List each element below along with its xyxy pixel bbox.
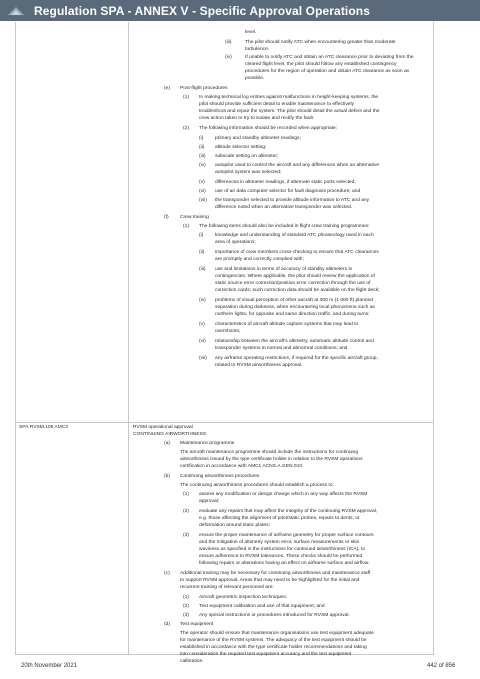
text-line: calibration. xyxy=(180,659,204,664)
text-line: possible. xyxy=(245,76,265,81)
list-marker: (iv) xyxy=(225,55,232,60)
text-line: difference noted when an alternative transponder was selected. xyxy=(215,205,353,210)
text-line: troubleshoot and repair the system. The pilot should detail the actual defect and the xyxy=(199,109,380,114)
document-title: Regulation SPA - ANNEX V - Specific Approval Operations xyxy=(34,3,370,18)
header-bar xyxy=(0,0,480,21)
list-marker: (vi) xyxy=(199,189,206,194)
text-line: static source error correction/position error correction through the use of xyxy=(215,281,371,286)
list-marker: (iv) xyxy=(199,298,206,303)
text-line: evaluate any repairs that may affect the integrity of the continuing RVSM approval, xyxy=(199,509,378,514)
text-line: Maintenance programme xyxy=(180,441,235,446)
list-marker: (v) xyxy=(199,180,205,185)
text-line: relationship between the aircraft's altimetry, automatic altitude control and xyxy=(215,339,374,344)
list-marker: (2) xyxy=(183,604,189,609)
text-line: for maintenance of the RVSM systems. The adequacy of the test equipment should be xyxy=(180,638,367,643)
list-marker: (3) xyxy=(183,533,189,538)
text-line: problems of visual perception of other aircraft at 300 m (1 000 ft) planned xyxy=(215,298,373,303)
text-line: correction cards; such correction data should be available on the flight deck; xyxy=(215,288,380,293)
text-line: pilot should provide sufficient detail to enable maintenance to effectively xyxy=(199,102,355,107)
text-line: to support RVSM approval. Areas that may need to be highlighted for the initial and xyxy=(180,578,360,583)
text-line: any airframe operating restrictions, if required for the specific aircraft group, xyxy=(215,356,378,361)
text-line: Post-flight procedures xyxy=(180,86,228,91)
text-line: The pilot should notify ATC when encountering greater than moderate xyxy=(245,40,396,45)
list-marker: (iv) xyxy=(199,163,206,168)
text-line: altitude selector setting; xyxy=(215,145,267,150)
list-marker: (iii) xyxy=(225,40,232,45)
list-marker: (v) xyxy=(199,322,205,327)
list-marker: (2) xyxy=(183,509,189,514)
text-line: The following information should be recorded when appropriate: xyxy=(199,126,338,131)
row-divider xyxy=(15,422,434,423)
list-marker: (f) xyxy=(164,215,169,220)
text-line: separation during darkness, when encountering local phenomena such as xyxy=(215,305,375,310)
text-line: recurrent training of relevant personnel are: xyxy=(180,585,274,590)
text-line: knowledge and understanding of standard ATC phraseology used in each xyxy=(215,233,374,238)
text-line: crew action taken to try to isolate and rectify the fault. xyxy=(199,116,315,121)
list-marker: (1) xyxy=(183,595,189,600)
text-line: waviness as specified in the instructions for continued airworthiness (ICA), to xyxy=(199,547,366,552)
text-line: established in accordance with the type certificate holder recommendations and taking xyxy=(180,645,367,650)
text-line: primary and standby altimeter readings; xyxy=(215,136,301,141)
easa-logo-icon xyxy=(6,4,26,18)
text-line: overshoots; xyxy=(215,329,241,334)
text-line: procedures for the region of operation and obtain ATC clearance as soon as xyxy=(245,69,410,74)
text-line: use of air data computer selector for fault diagnosis procedure; and xyxy=(215,189,361,194)
list-marker: (ii) xyxy=(199,250,205,255)
list-marker: (1) xyxy=(183,224,189,229)
list-marker: (b) xyxy=(164,474,170,479)
text-line: transponder systems in normal and abnormal conditions; and xyxy=(215,346,348,351)
text-line: Aircraft geometric inspection techniques; xyxy=(199,595,288,600)
list-marker: (1) xyxy=(183,492,189,497)
list-marker: (vi) xyxy=(199,339,206,344)
text-line: contingencies. Where applicable, the pilot should review the application of xyxy=(215,274,375,279)
text-line: The operator should ensure that maintenance organisations use test equipment adequate xyxy=(180,631,374,636)
text-line: autopilot used to control the aircraft and any differences when an alternative xyxy=(215,163,380,168)
list-marker: (iii) xyxy=(199,154,206,159)
list-marker: (vii) xyxy=(199,356,207,361)
text-line: and the mitigation of altimetry system error, surface measurements or skin xyxy=(199,540,360,545)
list-marker: (1) xyxy=(183,95,189,100)
text-line: The aircraft maintenance programme should include the instructions for continuing xyxy=(180,450,359,455)
text-line: are promptly and correctly complied with; xyxy=(215,257,304,262)
text-line: Continuing airworthiness procedures xyxy=(180,474,260,479)
text-line: approval; xyxy=(199,499,220,504)
list-marker: (ii) xyxy=(199,145,205,150)
list-marker: (i) xyxy=(199,136,204,141)
section-heading: RVSM operational approval xyxy=(133,425,193,430)
text-line: into consideration the required test equipment accuracy and the test equipment xyxy=(180,652,352,657)
list-marker: (i) xyxy=(199,233,204,238)
text-line: Crew training xyxy=(180,215,209,220)
text-line: Any special instructions or procedures introduced for RVSM approval. xyxy=(199,613,350,618)
text-line: ensure adherence to RVSM tolerances. These checks should be performed xyxy=(199,554,363,559)
text-line: Test equipment xyxy=(180,622,214,627)
list-marker: (vii) xyxy=(199,198,207,203)
list-marker: (d) xyxy=(164,622,170,627)
text-line: northern lights, for opposite and same direction traffic, and during turns; xyxy=(215,312,370,317)
text-line: following repairs or alterations having an effect on airframe surface and airflow. xyxy=(199,561,370,566)
text-line: In making technical log entries against malfunctions in height-keeping systems, the xyxy=(199,95,379,100)
text-line: Test equipment calibration and use of that equipment; and xyxy=(199,604,325,609)
column-divider xyxy=(128,22,129,654)
list-marker: (iii) xyxy=(199,267,206,272)
text-line: assess any modification or design change which in any way affects the RVSM xyxy=(199,492,368,497)
section-subheading: CONTINUING AIRWORTHINESS xyxy=(133,432,207,437)
text-line: e.g. those affecting the alignment of pitot/static probes, repairs to dents, or xyxy=(199,516,360,521)
text-line: use and limitations in terms of accuracy of standby altimeters in xyxy=(215,267,353,272)
text-line: cleared flight level, the pilot should follow any established contingency xyxy=(245,62,397,67)
text-line: If unable to notify ATC and obtain an ATC clearance prior to deviating from the xyxy=(245,55,414,60)
text-line: subscale setting on altimeter; xyxy=(215,154,279,159)
list-marker: (a) xyxy=(164,441,170,446)
text-line: related to RVSM airworthiness approval. xyxy=(215,363,303,368)
text-line: area of operations; xyxy=(215,240,256,245)
footer-date: 20th November 2021 xyxy=(21,663,78,669)
list-marker: (e) xyxy=(164,86,170,91)
text-line: level. xyxy=(245,30,257,35)
list-marker: (2) xyxy=(183,126,189,131)
text-line: the transponder selected to provide altitude information to ATC and any xyxy=(215,198,370,203)
text-line: The following items should also be included in flight crew training programmes: xyxy=(199,224,370,229)
footer-page-number: 442 of 856 xyxy=(427,663,456,669)
text-line: deformation around static plates; xyxy=(199,523,270,528)
text-line: The continuing airworthiness procedures should establish a process to: xyxy=(180,483,334,488)
text-line: ensure the proper maintenance of airframe geometry for proper surface contours xyxy=(199,533,374,538)
text-line: differences in altimeter readings, if alternate static ports selected; xyxy=(215,180,356,185)
text-line: turbulence. xyxy=(245,47,270,52)
text-line: characteristics of aircraft altitude capture systems that may lead to xyxy=(215,322,359,327)
list-marker: (c) xyxy=(164,571,170,576)
text-line: certification in accordance with AMC1 ACNS.A.GEN.010. xyxy=(180,464,304,469)
text-line: airworthiness issued by the type certificate holder in relation to the RVSM operations xyxy=(180,457,363,462)
rule-reference: SPA.RVSM.105 AMC3 xyxy=(19,425,69,430)
text-line: Additional training may be necessary for continuing airworthiness and maintenance staff xyxy=(180,571,371,576)
text-line: importance of crew members cross-checking to ensure that ATC clearances xyxy=(215,250,379,255)
text-line: autopilot system was selected; xyxy=(215,170,282,175)
list-marker: (3) xyxy=(183,613,189,618)
